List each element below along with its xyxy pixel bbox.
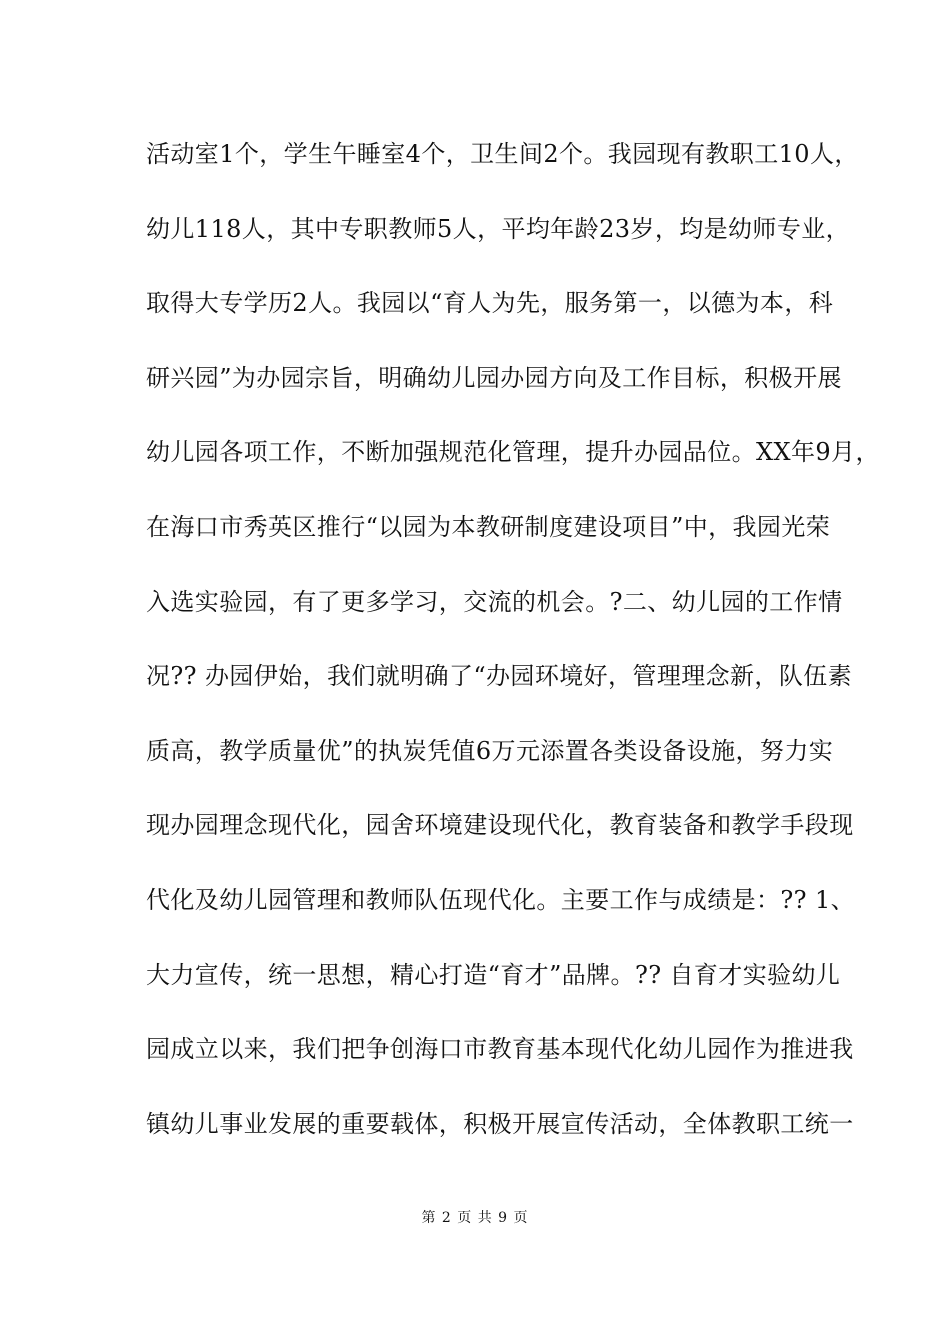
text-line: 入选实验园，有了更多学习，交流的机会。?二、幼儿园的工作情	[146, 587, 843, 616]
text-line: 幼儿118人，其中专职教师5人，平均年龄23岁，均是幼师专业，	[146, 214, 851, 243]
text-line: 活动室1个，学生午睡室4个，卫生间2个。我园现有教职工10人，	[146, 140, 859, 168]
text-line: 况?? 办园伊始，我们就明确了“办园环境好，管理理念新，队伍素	[146, 662, 853, 691]
text-line: 取得大专学历2人。我园以“育人为先，服务第一，以德为本，科	[146, 289, 834, 318]
text-line: 在海口市秀英区推行“以园为本教研制度建设项目”中，我园光荣	[146, 512, 831, 541]
text-line: 大力宣传，统一思想，精心打造“育才”品牌。?? 自育才实验幼儿	[146, 960, 841, 989]
text-line: 研兴园”为办园宗旨，明确幼儿园办园方向及工作目标，积极开展	[146, 363, 842, 392]
text-line: 代化及幼儿园管理和教师队伍现代化。主要工作与成绩是：?? 1、	[146, 885, 856, 914]
text-line: 幼儿园各项工作，不断加强规范化管理，提升办园品位。XX年9月，	[146, 438, 880, 467]
page-footer: 第 2 页 共 9 页	[421, 1210, 529, 1226]
text-line: 镇幼儿事业发展的重要载体，积极开展宣传活动，全体教职工统一	[146, 1109, 854, 1138]
text-line: 现办园理念现代化，园舍环境建设现代化，教育装备和教学手段现	[146, 811, 854, 840]
text-line: 质高，教学质量优”的执炭凭值6万元添置各类设备设施，努力实	[146, 736, 834, 765]
text-line: 园成立以来，我们把争创海口市教育基本现代化幼儿园作为推进我	[146, 1035, 854, 1064]
body-text	[146, 134, 880, 1178]
